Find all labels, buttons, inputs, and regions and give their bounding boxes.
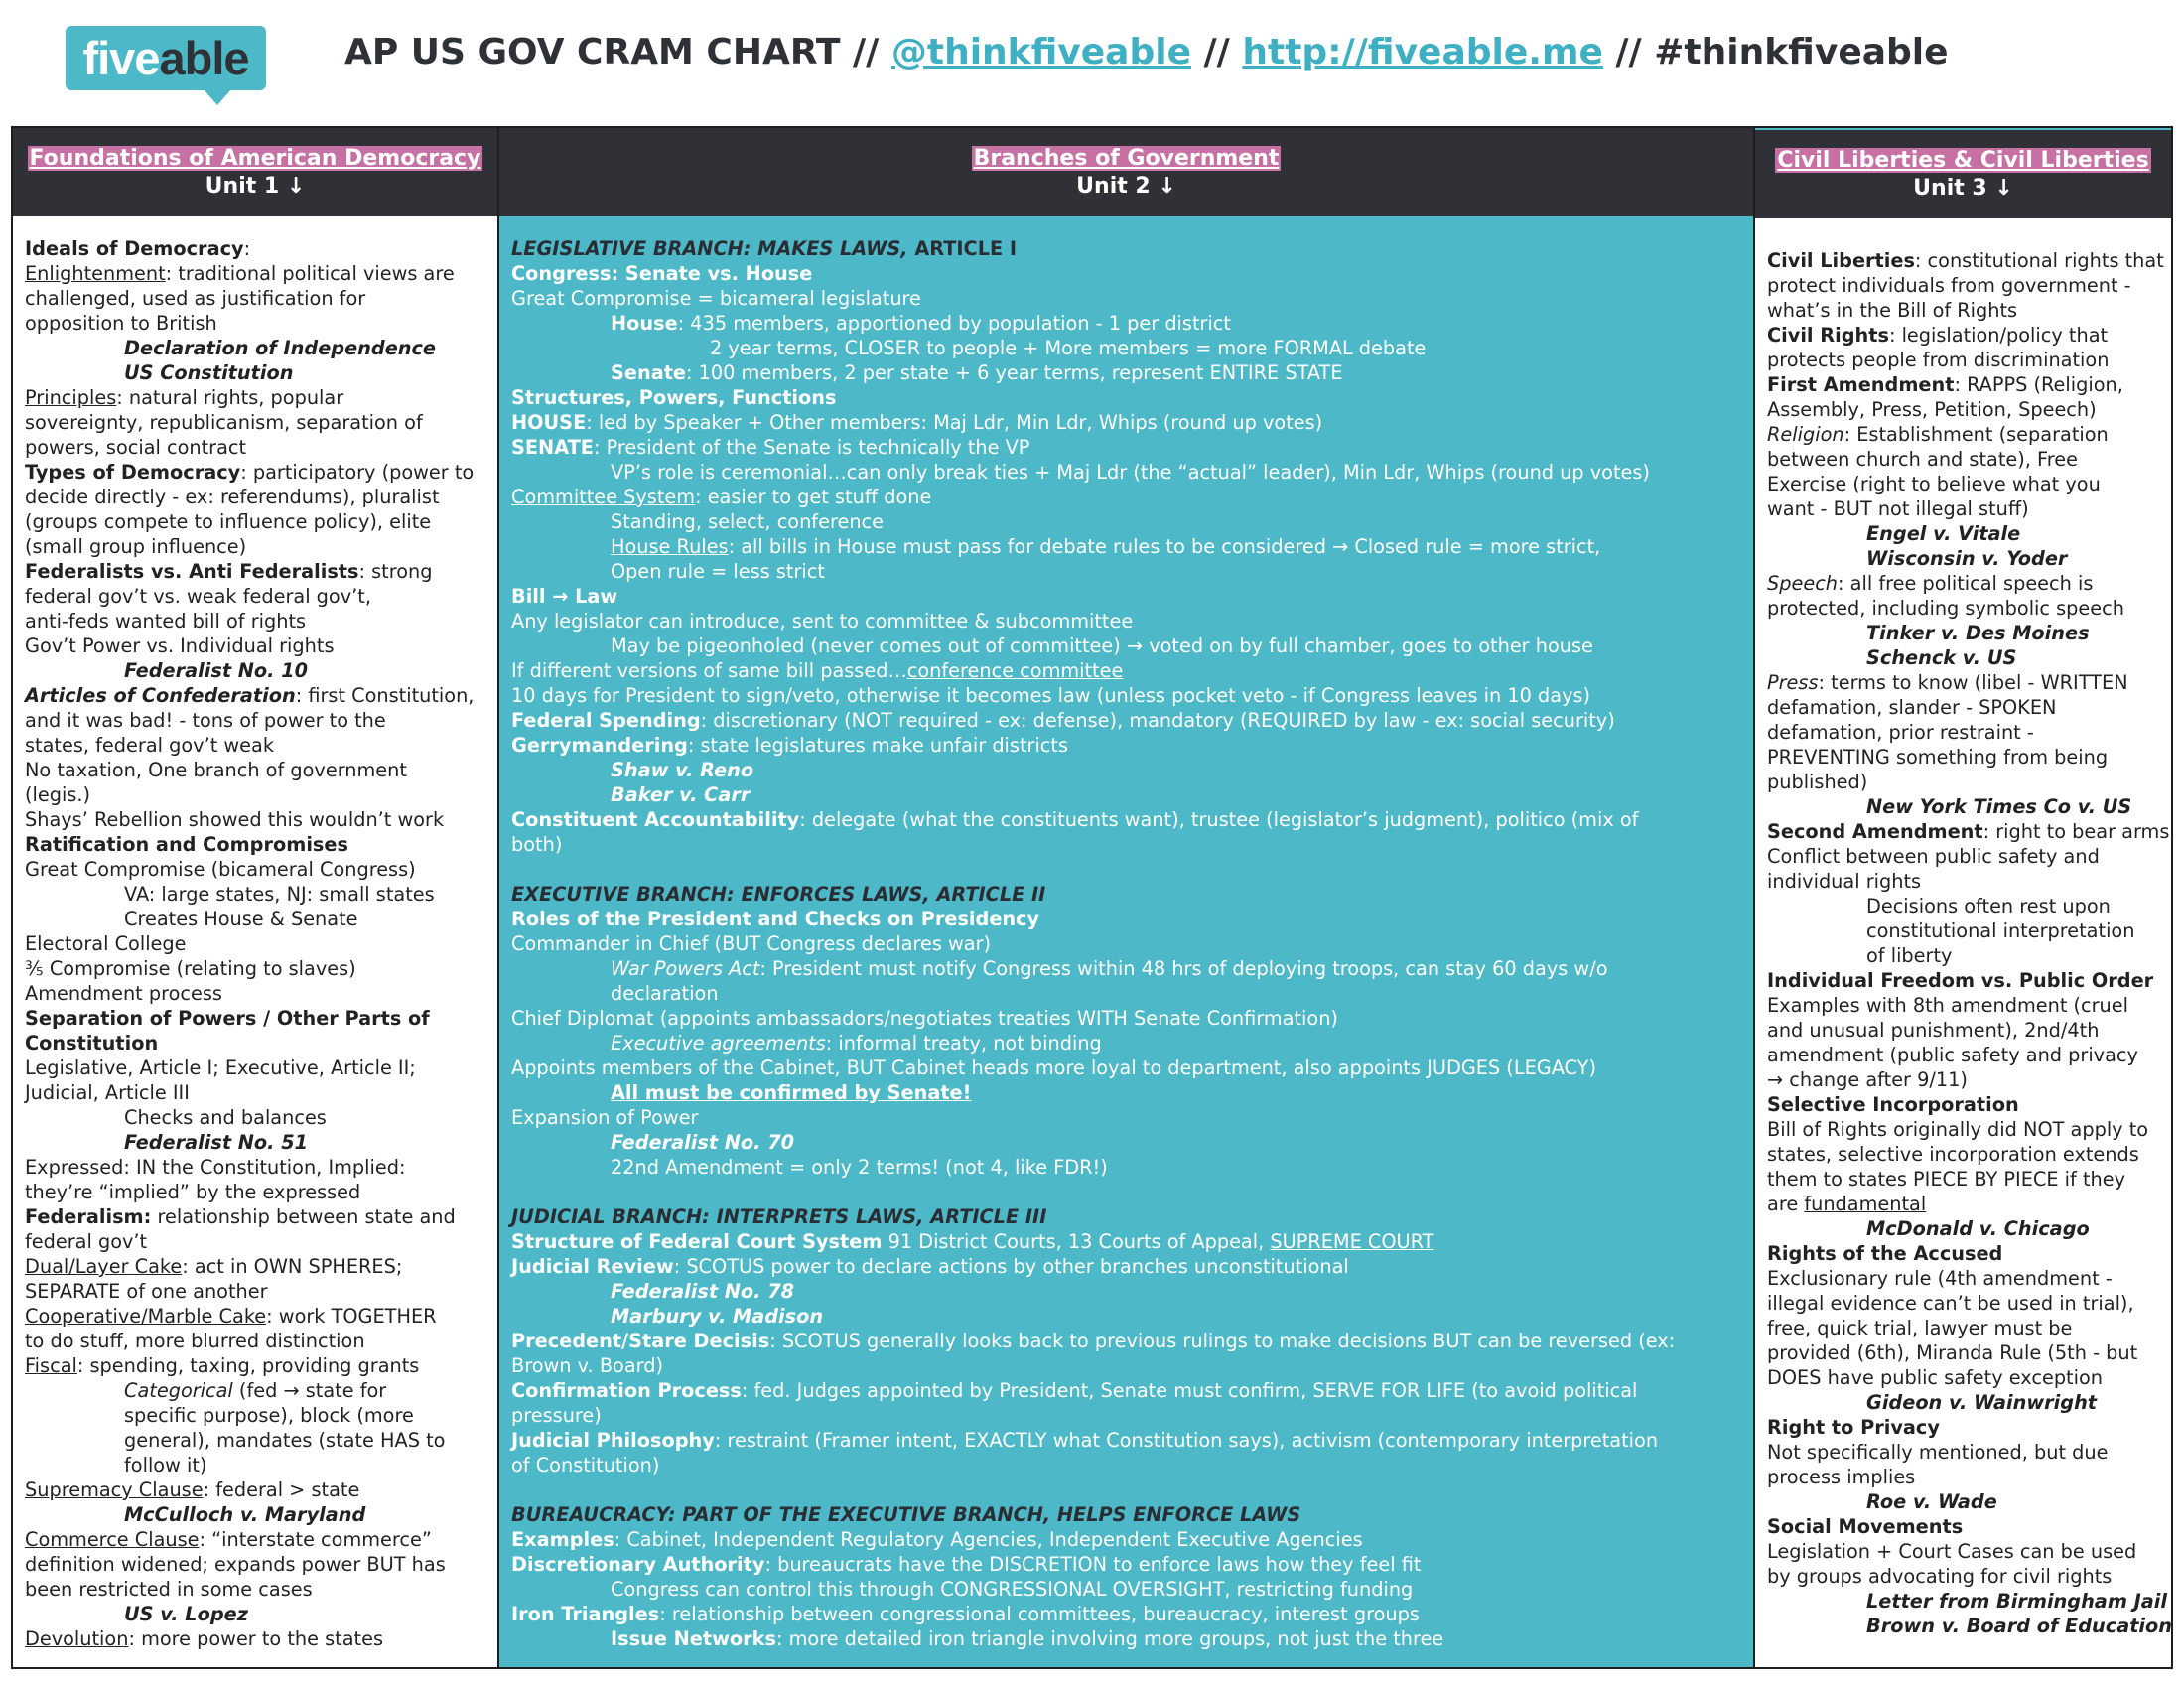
note-line: Tinker v. Des Moines — [1866, 622, 2090, 644]
note-line: Electoral College — [25, 932, 187, 955]
note-line: Constitution — [25, 1032, 159, 1055]
unit2-header — [499, 128, 1753, 216]
note-line: SENATE: President of the Senate is technically the VP — [511, 436, 1030, 459]
note-line: Chief Diplomat (appoints ambassadors/negotiates treaties WITH Senate Confirmation) — [511, 1007, 1338, 1030]
unit3-title: Civil Liberties & Civil Liberties — [1777, 148, 2149, 173]
unit1-label: Unit 1 ↓ — [205, 174, 306, 199]
note-line: of liberty — [1866, 944, 1953, 967]
note-line: decide directly - ex: referendums), pluralist — [25, 486, 440, 508]
note-line: SEPARATE of one another — [25, 1280, 268, 1303]
note-line: If different versions of same bill passed…conference committee — [511, 659, 1124, 682]
note-line: Expressed: IN the Constitution, Implied: — [25, 1156, 406, 1179]
note-line: Gerrymandering: state legislatures make unfair districts — [511, 734, 1069, 757]
note-line: protects people from discrimination — [1767, 349, 2110, 371]
note-line: Letter from Birmingham Jail — [1866, 1590, 2168, 1613]
title-text: AP US GOV CRAM CHART — [344, 32, 841, 72]
note-line: constitutional interpretation — [1866, 919, 2135, 942]
note-line: Examples with 8th amendment (cruel — [1767, 994, 2128, 1017]
note-line: Cooperative/Marble Cake: work TOGETHER — [25, 1305, 437, 1328]
note-line: 2 year terms, CLOSER to people + More members = more FORMAL debate — [710, 337, 1427, 359]
note-line: Wisconsin v. Yoder — [1866, 547, 2068, 570]
note-line: specific purpose), block (more — [124, 1404, 414, 1427]
note-line: Federalists vs. Anti Federalists: strong — [25, 560, 433, 583]
note-line: Bill of Rights originally did NOT apply to — [1767, 1118, 2149, 1141]
note-line: and unusual punishment), 2nd/4th — [1767, 1019, 2100, 1042]
note-line: Structures, Powers, Functions — [511, 386, 837, 409]
note-line: 10 days for President to sign/veto, otherwise it becomes law (unless pocket veto - if Congress leaves in 10 days) — [511, 684, 1591, 707]
hashtag: #thinkfiveable — [1654, 32, 1949, 72]
note-line: declaration — [611, 982, 719, 1005]
twitter-handle-link[interactable]: @thinkfiveable — [890, 32, 1191, 72]
note-line: Religion: Establishment (separation — [1767, 423, 2109, 446]
note-line: Assembly, Press, Petition, Speech) — [1767, 398, 2097, 421]
note-line: of Constitution) — [511, 1454, 660, 1477]
note-line: Committee System: easier to get stuff done — [511, 486, 932, 508]
note-line: VP’s role is ceremonial…can only break ties + Maj Ldr (the “actual” leader), Min Ldr, Whips (round up votes) — [611, 461, 1650, 484]
note-line: individual rights — [1767, 870, 1922, 893]
note-line: Gideon v. Wainwright — [1866, 1391, 2098, 1414]
note-line: opposition to British — [25, 312, 217, 335]
note-line: Press: terms to know (libel - WRITTEN — [1767, 671, 2128, 694]
note-line: Roe v. Wade — [1866, 1490, 1997, 1513]
note-line: Federalist No. 70 — [611, 1131, 795, 1154]
note-line: Federalist No. 51 — [124, 1131, 309, 1154]
note-line: Great Compromise (bicameral Congress) — [25, 858, 416, 881]
cram-chart-table — [11, 126, 2173, 1669]
note-line: states, selective incorporation extends — [1767, 1143, 2139, 1166]
note-line: → change after 9/11) — [1767, 1068, 1968, 1091]
note-line: Gov’t Power vs. Individual rights — [25, 634, 335, 657]
note-line: Marbury v. Madison — [611, 1305, 824, 1328]
note-line: McCulloch v. Maryland — [124, 1503, 366, 1526]
note-line: No taxation, One branch of government — [25, 759, 407, 781]
note-line: Shays’ Rebellion showed this wouldn’t work — [25, 808, 445, 831]
unit2-label: Unit 2 ↓ — [1076, 174, 1176, 199]
unit1-column — [13, 128, 499, 1667]
note-line: protect individuals from government - — [1767, 274, 2131, 297]
note-line: LEGISLATIVE BRANCH: MAKES LAWS, ARTICLE I — [511, 237, 1018, 260]
note-line: Issue Networks: more detailed iron triangle involving more groups, not just the three — [611, 1627, 1444, 1650]
note-line: follow it) — [124, 1454, 207, 1477]
note-line: Roles of the President and Checks on Presidency — [511, 908, 1040, 930]
note-line: Types of Democracy: participatory (power to — [25, 461, 475, 484]
note-line: provided (6th), Miranda Rule (5th - but — [1767, 1341, 2138, 1364]
note-line: they’re “implied” by the expressed — [25, 1181, 361, 1203]
note-line: Engel v. Vitale — [1866, 522, 2021, 545]
website-link[interactable]: http://fiveable.me — [1242, 32, 1603, 72]
note-line: Categorical (fed → state for — [124, 1379, 387, 1402]
note-line: defamation, slander - SPOKEN — [1767, 696, 2057, 719]
spacer — [511, 857, 1745, 882]
note-line: sovereignty, republicanism, separation of — [25, 411, 423, 434]
logo-text: fiveable — [82, 32, 249, 84]
note-line: amendment (public safety and privacy — [1767, 1044, 2138, 1066]
note-line: want - BUT not illegal stuff) — [1767, 497, 2029, 520]
unit1-title: Foundations of American Democracy — [29, 146, 481, 171]
note-line: process implies — [1767, 1466, 1916, 1488]
note-line: Checks and balances — [124, 1106, 327, 1129]
note-line: Examples: Cabinet, Independent Regulatory Agencies, Independent Executive Agencies — [511, 1528, 1363, 1551]
note-line: Discretionary Authority: bureaucrats have the DISCRETION to enforce laws how they feel fit — [511, 1553, 1422, 1576]
note-line: Standing, select, conference — [611, 510, 885, 533]
unit3-header — [1755, 128, 2171, 218]
note-line: been restricted in some cases — [25, 1578, 313, 1601]
note-line: Ratification and Compromises — [25, 833, 348, 856]
note-line: published) — [1767, 771, 1868, 793]
note-line: McDonald v. Chicago — [1866, 1217, 2090, 1240]
note-line: Individual Freedom vs. Public Order — [1767, 969, 2154, 992]
note-line: Social Movements — [1767, 1515, 1964, 1538]
note-line: 22nd Amendment = only 2 terms! (not 4, like FDR!) — [611, 1156, 1108, 1179]
note-line: Amendment process — [25, 982, 222, 1005]
note-line: House Rules: all bills in House must pass for debate rules to be considered → Closed rule = more strict, — [611, 535, 1601, 558]
note-line: Any legislator can introduce, sent to committee & subcommittee — [511, 610, 1134, 633]
note-line: Decisions often rest upon — [1866, 895, 2111, 917]
spacer — [511, 1477, 1745, 1502]
note-line: Congress can control this through CONGRESSIONAL OVERSIGHT, restricting funding — [611, 1578, 1414, 1601]
note-line: Judicial Review: SCOTUS power to declare actions by other branches unconstitutional — [511, 1255, 1349, 1278]
note-line: anti-feds wanted bill of rights — [25, 610, 307, 633]
note-line: (small group influence) — [25, 535, 247, 558]
note-line: Structure of Federal Court System 91 District Courts, 13 Courts of Appeal, SUPREME COURT — [511, 1230, 1434, 1253]
note-line: what’s in the Bill of Rights — [1767, 299, 2018, 322]
note-line: Devolution: more power to the states — [25, 1627, 384, 1650]
unit3-content — [1767, 248, 2173, 1638]
note-line: Expansion of Power — [511, 1106, 699, 1129]
unit2-title: Branches of Government — [973, 146, 1280, 171]
note-line: Legislative, Article I; Executive, Article II; — [25, 1056, 416, 1079]
note-line: Civil Rights: legislation/policy that — [1767, 324, 2109, 347]
note-line: Creates House & Senate — [124, 908, 358, 930]
note-line: definition widened; expands power BUT has — [25, 1553, 446, 1576]
note-line: Great Compromise = bicameral legislature — [511, 287, 921, 310]
note-line: Articles of Confederation: first Constitution, — [25, 684, 475, 707]
note-line: Precedent/Stare Decisis: SCOTUS generally looks back to previous rulings to make decisions BUT can be reversed (ex: — [511, 1330, 1676, 1352]
note-line: Not specifically mentioned, but due — [1767, 1441, 2109, 1464]
note-line: DOES have public safety exception — [1767, 1366, 2103, 1389]
note-line: War Powers Act: President must notify Congress within 48 hrs of deploying troops, can stay 60 days w/o — [611, 957, 1608, 980]
note-line: federal gov’t vs. weak federal gov’t, — [25, 585, 371, 608]
note-line: New York Times Co v. US — [1866, 795, 2132, 818]
note-line: federal gov’t — [25, 1230, 148, 1253]
note-line: Judicial, Article III — [25, 1081, 190, 1104]
logo-speech-tail — [204, 89, 231, 105]
note-line: Constituent Accountability: delegate (what the constituents want), trustee (legislator’s judgment), politico (mix of — [511, 808, 1639, 831]
note-line: BUREAUCRACY: PART OF THE EXECUTIVE BRANCH, HELPS ENFORCE LAWS — [511, 1503, 1301, 1526]
page-title: AP US GOV CRAM CHART // @thinkfiveable // http://fiveable.me // #thinkfiveable — [344, 32, 1949, 72]
note-line: Enlightenment: traditional political views are — [25, 262, 455, 285]
unit3-column — [1755, 128, 2171, 1667]
note-line: Congress: Senate vs. House — [511, 262, 813, 285]
note-line: VA: large states, NJ: small states — [124, 883, 435, 906]
note-line: Federalism: relationship between state and — [25, 1205, 456, 1228]
note-line: Federal Spending: discretionary (NOT required - ex: defense), mandatory (REQUIRED by law - ex: social security) — [511, 709, 1615, 732]
unit2-column — [499, 128, 1755, 1667]
note-line: states, federal gov’t weak — [25, 734, 275, 757]
note-line: US v. Lopez — [124, 1603, 248, 1625]
note-line: First Amendment: RAPPS (Religion, — [1767, 373, 2123, 396]
note-line: to do stuff, more blurred distinction — [25, 1330, 365, 1352]
note-line: pressure) — [511, 1404, 602, 1427]
note-line: Civil Liberties: constitutional rights that — [1767, 249, 2164, 272]
note-line: defamation, prior restraint - — [1767, 721, 2034, 744]
note-line: Dual/Layer Cake: act in OWN SPHERES; — [25, 1255, 403, 1278]
note-line: Iron Triangles: relationship between congressional committees, bureaucracy, interest groups — [511, 1603, 1420, 1625]
note-line: Supremacy Clause: federal > state — [25, 1478, 360, 1501]
note-line: Bill → Law — [511, 585, 618, 608]
unit3-label: Unit 3 ↓ — [1913, 176, 2013, 201]
note-line: Senate: 100 members, 2 per state + 6 year terms, represent ENTIRE STATE — [611, 361, 1343, 384]
note-line: Baker v. Carr — [611, 783, 751, 806]
note-line: challenged, used as justification for — [25, 287, 366, 310]
note-line: Confirmation Process: fed. Judges appointed by President, Senate must confirm, SERVE FOR LIFE (to avoid political — [511, 1379, 1638, 1402]
note-line: Legislation + Court Cases can be used — [1767, 1540, 2137, 1563]
note-line: Open rule = less strict — [611, 560, 825, 583]
note-line: Selective Incorporation — [1767, 1093, 2019, 1116]
note-line: illegal evidence can’t be used in trial), — [1767, 1292, 2134, 1315]
note-line: and it was bad! - tons of power to the — [25, 709, 386, 732]
note-line: powers, social contract — [25, 436, 247, 459]
note-line: Brown v. Board) — [511, 1354, 664, 1377]
note-line: Commander in Chief (BUT Congress declares war) — [511, 932, 992, 955]
note-line: Ideals of Democracy: — [25, 237, 251, 260]
unit1-header — [13, 128, 497, 216]
note-line: Appoints members of the Cabinet, BUT Cabinet heads more loyal to department, also appoints JUDGES (LEGACY) — [511, 1056, 1596, 1079]
note-line: Brown v. Board of Education — [1866, 1615, 2173, 1637]
spacer — [511, 1180, 1745, 1204]
note-line: Right to Privacy — [1767, 1416, 1940, 1439]
note-line: HOUSE: led by Speaker + Other members: Maj Ldr, Min Ldr, Whips (round up votes) — [511, 411, 1323, 434]
note-line: Executive agreements: informal treaty, not binding — [611, 1032, 1102, 1055]
note-line: (groups compete to influence policy), elite — [25, 510, 432, 533]
note-line: May be pigeonholed (never comes out of committee) → voted on by full chamber, goes to other house — [611, 634, 1593, 657]
fiveable-logo[interactable] — [66, 26, 266, 90]
note-line: PREVENTING something from being — [1767, 746, 2109, 769]
note-line: Principles: natural rights, popular — [25, 386, 344, 409]
note-line: Federalist No. 78 — [611, 1280, 795, 1303]
note-line: are fundamental — [1767, 1193, 1927, 1215]
note-line: Exclusionary rule (4th amendment - — [1767, 1267, 2113, 1290]
note-line: between church and state), Free — [1767, 448, 2078, 471]
note-line: general), mandates (state HAS to — [124, 1429, 446, 1452]
note-line: (legis.) — [25, 783, 91, 806]
note-line: Fiscal: spending, taxing, providing grants — [25, 1354, 420, 1377]
note-line: Judicial Philosophy: restraint (Framer intent, EXACTLY what Constitution says), activism (contemporary interpretation — [511, 1429, 1659, 1452]
note-line: Federalist No. 10 — [124, 659, 309, 682]
note-line: Exercise (right to believe what you — [1767, 473, 2101, 495]
note-line: House: 435 members, apportioned by population - 1 per district — [611, 312, 1231, 335]
note-line: Schenck v. US — [1866, 646, 2017, 669]
note-line: Commerce Clause: “interstate commerce” — [25, 1528, 432, 1551]
note-line: JUDICIAL BRANCH: INTERPRETS LAWS, ARTICLE III — [511, 1205, 1047, 1228]
note-line: free, quick trial, lawyer must be — [1767, 1317, 2073, 1339]
note-line: ⅗ Compromise (relating to slaves) — [25, 957, 356, 980]
unit2-content — [511, 236, 1745, 1651]
note-line: by groups advocating for civil rights — [1767, 1565, 2113, 1588]
note-line: Conflict between public safety and — [1767, 845, 2100, 868]
note-line: All must be confirmed by Senate! — [611, 1081, 972, 1104]
note-line: both) — [511, 833, 563, 856]
note-line: protected, including symbolic speech — [1767, 597, 2124, 620]
note-line: them to states PIECE BY PIECE if they — [1767, 1168, 2126, 1191]
note-line: US Constitution — [124, 361, 294, 384]
unit1-content — [25, 236, 489, 1651]
note-line: Shaw v. Reno — [611, 759, 754, 781]
note-line: Separation of Powers / Other Parts of — [25, 1007, 430, 1030]
note-line: Speech: all free political speech is — [1767, 572, 2094, 595]
note-line: EXECUTIVE BRANCH: ENFORCES LAWS, ARTICLE II — [511, 883, 1046, 906]
note-line: Declaration of Independence — [124, 337, 437, 359]
note-line: Rights of the Accused — [1767, 1242, 2003, 1265]
note-line: Second Amendment: right to bear arms — [1767, 820, 2170, 843]
